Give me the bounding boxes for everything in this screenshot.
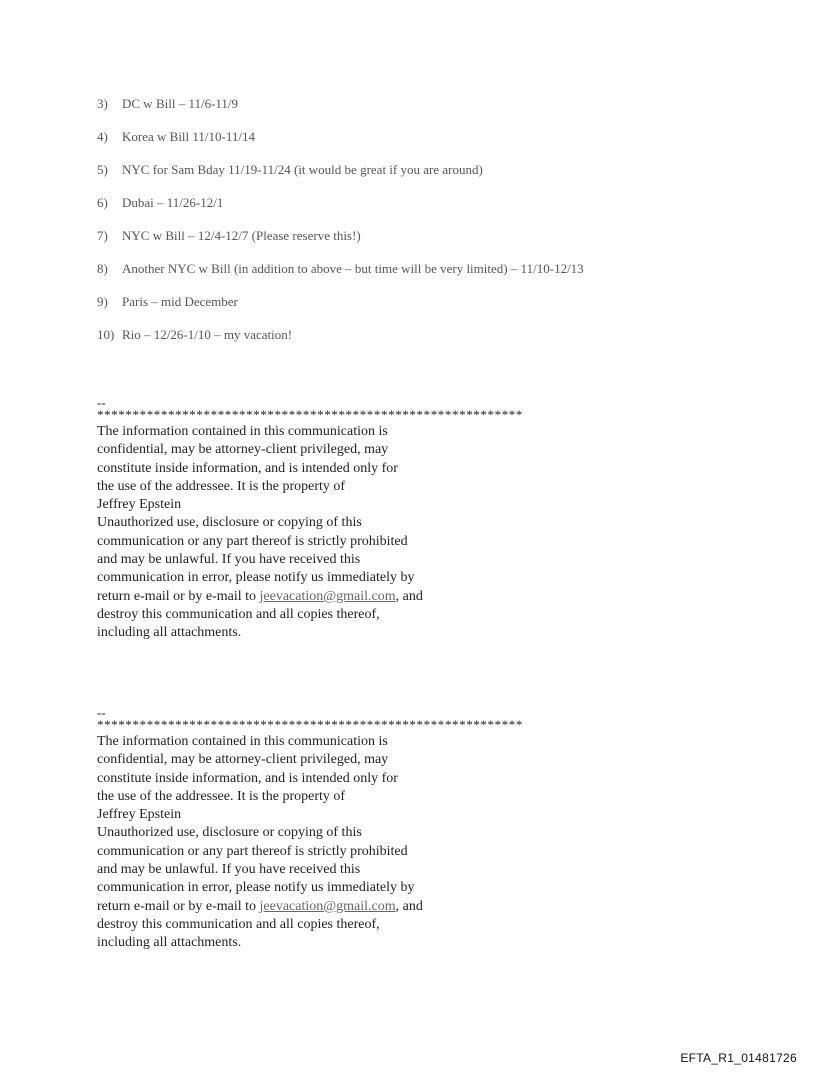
email-link[interactable]: jeevacation@gmail.com [259,588,396,604]
list-item-text: NYC w Bill – 12/4-12/7 (Please reserve this!) [122,228,361,243]
schedule-list [97,95,737,359]
list-item-number: 9) [97,294,108,309]
list-item-text: Paris – mid December [122,294,238,309]
disclaimer-line: the use of the addressee. It is the property of [97,478,346,494]
list-item-text: Korea w Bill 11/10-11/14 [122,129,255,144]
disclaimer-line: The information contained in this communication is [97,424,388,439]
disclaimer-line: Jeffrey Epstein [97,497,182,513]
list-item-number: 5) [97,162,108,177]
disclaimer-line: Jeffrey Epstein [97,807,182,823]
signature-separator: -- [97,395,106,410]
disclaimer-line: and may be unlawful. If you have received this [97,552,361,568]
list-item [97,293,737,326]
list-item-text: Rio – 12/26-1/10 – my vacation! [122,327,293,342]
disclaimer-line: Unauthorized use, disclosure or copying of this [97,515,362,531]
disclaimer-line: destroy this communication and all copies thereof, [97,606,380,622]
confidentiality-disclaimer [97,707,597,953]
disclaimer-text: return e-mail or by e-mail to [97,588,260,604]
asterisk-divider: ************************************************************ [97,407,523,422]
disclaimer-line: communication in error, please notify us immediately by [97,570,415,586]
disclaimer-line: confidential, may be attorney-client privileged, may [97,752,389,768]
list-item-number: 7) [97,228,108,243]
list-item-text: Dubai – 11/26-12/1 [122,195,224,210]
list-item-number: 4) [97,129,108,144]
list-item [97,194,737,227]
disclaimer-text: , and [395,588,423,604]
list-item-number: 10) [97,327,115,342]
document-id: EFTA_R1_01481726 [680,1051,797,1065]
disclaimer-line: Unauthorized use, disclosure or copying of this [97,825,362,841]
disclaimer-line: including all attachments. [97,935,242,951]
list-item [97,260,737,293]
disclaimer-line: including all attachments. [97,625,242,641]
list-item-number: 8) [97,261,108,276]
disclaimer-line: The information contained in this communication is [97,734,388,749]
list-item-number: 6) [97,195,108,210]
disclaimer-line: confidential, may be attorney-client privileged, may [97,442,389,458]
email-link[interactable]: jeevacation@gmail.com [259,898,396,914]
disclaimer-text: , and [395,898,423,914]
disclaimer-line: and may be unlawful. If you have received this [97,862,361,878]
list-item [97,326,737,359]
signature-separator: -- [97,705,106,720]
disclaimer-line: communication or any part thereof is strictly prohibited [97,843,408,859]
list-item [97,161,737,194]
list-item [97,95,737,128]
disclaimer-line: the use of the addressee. It is the property of [97,788,346,804]
disclaimer-line: constitute inside information, and is intended only for [97,460,398,476]
confidentiality-disclaimer [97,397,597,643]
disclaimer-line: communication in error, please notify us immediately by [97,880,415,896]
list-item [97,227,737,260]
disclaimer-line: communication or any part thereof is strictly prohibited [97,533,408,549]
list-item-text: DC w Bill – 11/6-11/9 [122,96,239,111]
list-item-number: 3) [97,96,108,111]
list-item-text: NYC for Sam Bday 11/19-11/24 (it would be great if you are around) [122,162,483,177]
disclaimer-line [97,588,597,606]
disclaimer-text: return e-mail or by e-mail to [97,898,260,914]
disclaimer-line: constitute inside information, and is intended only for [97,770,398,786]
list-item-text: Another NYC w Bill (in addition to above – but time will be very limited) – 11/10-12/13 [122,261,584,276]
disclaimer-line [97,898,597,916]
disclaimer-line: destroy this communication and all copies thereof, [97,916,380,932]
list-item [97,128,737,161]
asterisk-divider: ************************************************************ [97,717,523,732]
